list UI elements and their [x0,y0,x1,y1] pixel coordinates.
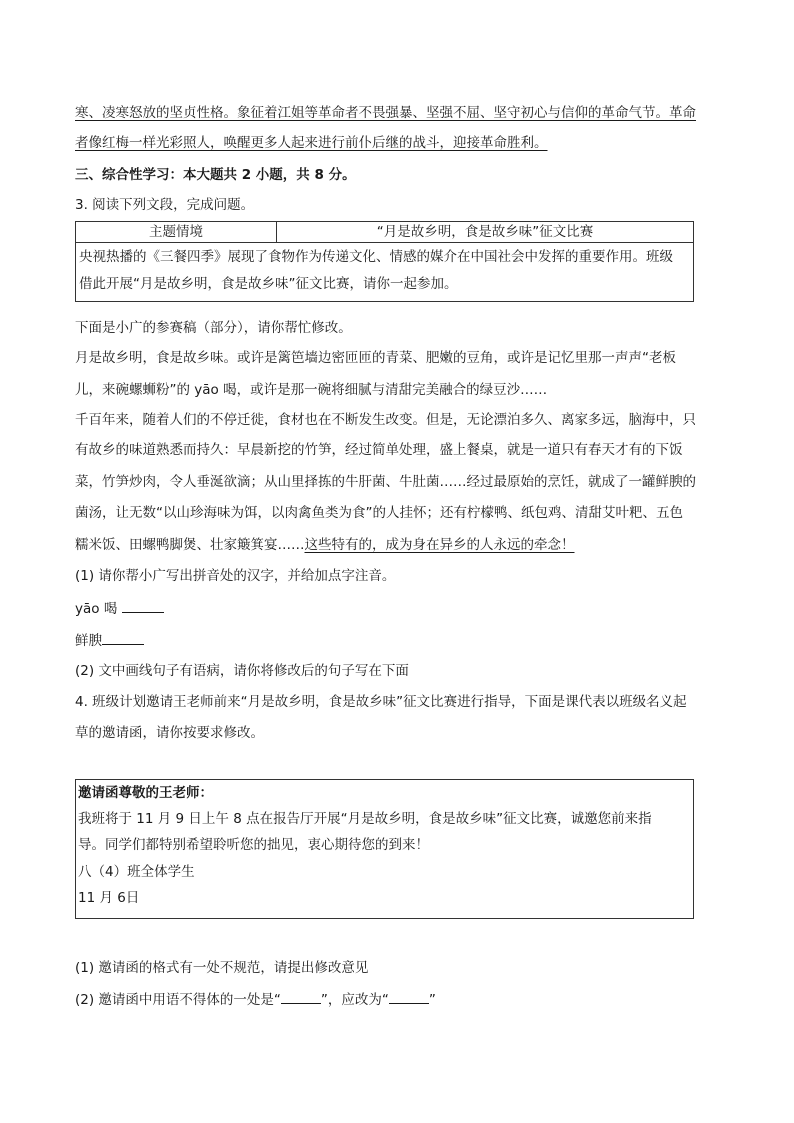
pinyin-label-2: 鲜腴 [75,633,102,649]
subquestion-4-1: (1) 邀请函的格式有一处不规范，请提出修改意见 [75,960,369,976]
invitation-body-1: 我班将于 11 月 9 日上午 8 点在报告厅开展“月是故乡明，食是故乡味”征文比赛，诚邀您前来指 [78,811,652,827]
subquestion-1: (1) 请你帮小广写出拼音处的汉字，并给加点字注音。 [75,568,396,584]
theme-table [75,221,694,302]
invitation-date: 11 月 6日 [78,890,140,906]
invitation-box [75,779,694,919]
table-content-line-1: 央视热播的《三餐四季》展现了食物作为传递文化、情感的媒介在中国社会中发挥的重要作用。班级 [79,249,673,265]
question-3-intro: 3. 阅读下列文段，完成问题。 [75,197,255,213]
table-content-line-2: 借此开展“月是故乡明，食是故乡味”征文比赛，请你一起参加。 [79,276,458,292]
table-title-cell: “月是故乡明，食是故乡味”征文比赛 [277,222,694,243]
essay-line-7 [75,535,720,555]
section-heading-text: 三、综合性学习：本大题共 2 小题，共 8 分。 [75,167,356,183]
table-content-cell [76,243,694,302]
invitation-heading-text: 邀请函尊敬的王老师： [78,785,213,801]
answer-blank-2[interactable] [102,630,144,645]
subquestion-4-2-text-b: ”，应改为“ [320,992,389,1008]
revision-instruction: 下面是小广的参赛稿（部分），请你帮忙修改。 [75,320,352,336]
pinyin-label-1: yāo 喝 [75,601,118,617]
subquestion-4-2-text-c: ” [428,992,436,1008]
answer-blank-4[interactable] [389,989,429,1004]
subquestion-4-2-text-a: (2) 邀请函中用语不得体的一处是“ [75,992,281,1008]
answer-blank-1[interactable] [122,598,164,613]
invitation-signature: 八（4）班全体学生 [78,864,195,880]
subquestion-4-2 [75,989,720,1010]
essay-line-7-plain: 糯米饭、田螺鸭脚煲、壮家簸箕宴…… [75,537,305,553]
invitation-body-2: 导。同学们都特别希望聆听您的拙见，衷心期待您的到来！ [78,837,429,853]
essay-line-2: 儿，来碗螺蛳粉”的 yāo 喝，或许是那一碗将细腻与清甜完美融合的绿豆沙…… [75,382,548,398]
essay-line-3: 千百年来，随着人们的不停迁徙，食材也在不断发生改变。但是，无论漂泊多久、离家多远，脑海中，只 [75,412,696,428]
invitation-heading [78,783,213,803]
essay-line-4: 有故乡的味道熟悉而持久：早晨新挖的竹笋，经过简单处理，盛上餐桌，就是一道只有春天才有的下饭 [75,442,683,458]
question-4-line-1: 4. 班级计划邀请王老师前来“月是故乡明，食是故乡味”征文比赛进行指导，下面是课代表以班级名义起 [75,694,687,710]
pinyin-answer-2 [75,630,720,651]
intro-line-1: 寒、凌寒怒放的坚贞性格。象征着江姐等革命者不畏强暴、坚强不屈、坚守初心与信仰的革命气节。革命 [75,105,696,121]
answer-blank-3[interactable] [281,989,321,1004]
underlined-sentence: 这些特有的，成为身在异乡的人永远的牵念！ [304,537,575,553]
intro-line-2: 者像红梅一样光彩照人，唤醒更多人起来进行前仆后继的战斗，迎接革命胜利。 [75,135,548,151]
essay-line-1: 月是故乡明，食是故乡味。或许是篱笆墙边密匝匝的青菜、肥嫩的豆角，或许是记忆里那一声声“老板 [75,350,676,366]
section-heading [75,165,720,185]
pinyin-answer-1 [75,598,720,619]
essay-line-5: 菜，竹笋炒肉，令人垂涎欲滴；从山里择拣的牛肝菌、牛肚菌……经过最原始的烹饪，就成了一罐鲜腴的 [75,474,696,490]
essay-line-6: 菌汤，让无数“以山珍海味为饵，以肉禽鱼类为食”的人挂怀；还有柠檬鸭、纸包鸡、清甜艾叶粑、五色 [75,505,683,521]
subquestion-2: (2) 文中画线句子有语病，请你将修改后的句子写在下面 [75,663,409,679]
table-label-cell: 主题情境 [76,222,277,243]
question-4-line-2: 草的邀请函，请你按要求修改。 [75,725,264,741]
